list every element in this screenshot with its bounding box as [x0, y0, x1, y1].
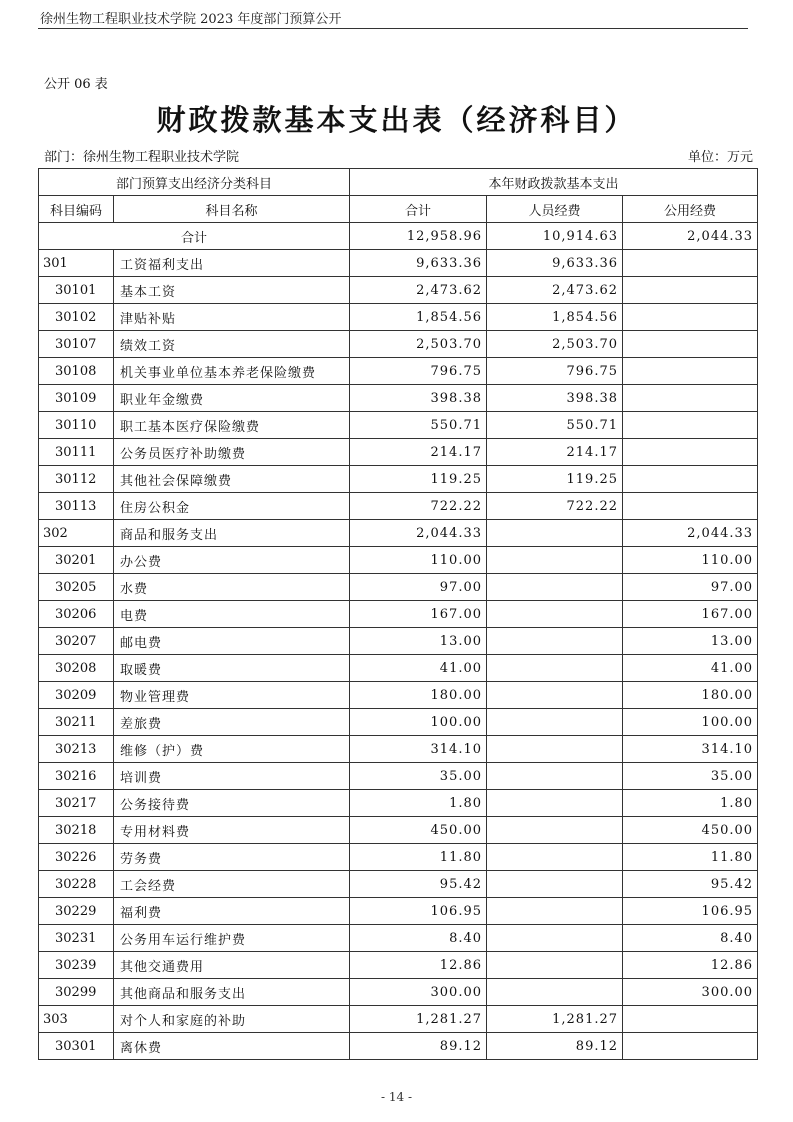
budget-table — [38, 168, 758, 1060]
cell-public: 314.10 — [623, 736, 758, 763]
cell-code: 30208 — [39, 655, 114, 682]
cell-name: 物业管理费 — [114, 682, 350, 709]
cell-total: 1,854.56 — [350, 304, 487, 331]
cell-name: 办公费 — [114, 547, 350, 574]
cell-code: 30228 — [39, 871, 114, 898]
total-row — [39, 223, 758, 250]
cell-total: 167.00 — [350, 601, 487, 628]
cell-public: 35.00 — [623, 763, 758, 790]
cell-code: 30229 — [39, 898, 114, 925]
table-row — [39, 736, 758, 763]
department-label: 部门：徐州生物工程职业技术学院 — [44, 150, 240, 165]
cell-name: 离休费 — [114, 1033, 350, 1060]
cell-personnel: 1,854.56 — [487, 304, 623, 331]
table-row — [39, 790, 758, 817]
table-row — [39, 439, 758, 466]
cell-personnel — [487, 547, 623, 574]
table-row — [39, 547, 758, 574]
cell-public — [623, 1033, 758, 1060]
cell-total: 214.17 — [350, 439, 487, 466]
cell-code: 30216 — [39, 763, 114, 790]
cell-name: 工资福利支出 — [114, 250, 350, 277]
cell-personnel — [487, 952, 623, 979]
cell-public: 1.80 — [623, 790, 758, 817]
cell-name: 维修（护）费 — [114, 736, 350, 763]
cell-public: 2,044.33 — [623, 520, 758, 547]
column-header-code: 科目编码 — [39, 196, 114, 223]
cell-personnel — [487, 601, 623, 628]
cell-personnel: 2,473.62 — [487, 277, 623, 304]
cell-total: 110.00 — [350, 547, 487, 574]
cell-public — [623, 385, 758, 412]
cell-personnel — [487, 979, 623, 1006]
cell-code: 30101 — [39, 277, 114, 304]
cell-code: 30239 — [39, 952, 114, 979]
cell-personnel — [487, 790, 623, 817]
cell-code: 30206 — [39, 601, 114, 628]
cell-name: 其他交通费用 — [114, 952, 350, 979]
cell-public: 12.86 — [623, 952, 758, 979]
table-row — [39, 277, 758, 304]
cell-public: 106.95 — [623, 898, 758, 925]
cell-name: 专用材料费 — [114, 817, 350, 844]
cell-personnel — [487, 736, 623, 763]
cell-name: 机关事业单位基本养老保险缴费 — [114, 358, 350, 385]
cell-public: 300.00 — [623, 979, 758, 1006]
cell-public — [623, 493, 758, 520]
cell-code: 30301 — [39, 1033, 114, 1060]
table-row — [39, 1006, 758, 1033]
cell-name: 其他社会保障缴费 — [114, 466, 350, 493]
table-row — [39, 304, 758, 331]
cell-public: 110.00 — [623, 547, 758, 574]
table-row — [39, 844, 758, 871]
cell-code: 30299 — [39, 979, 114, 1006]
cell-name: 水费 — [114, 574, 350, 601]
cell-name: 电费 — [114, 601, 350, 628]
cell-total: 450.00 — [350, 817, 487, 844]
cell-personnel — [487, 628, 623, 655]
cell-total: 95.42 — [350, 871, 487, 898]
cell-code: 30102 — [39, 304, 114, 331]
cell-total: 35.00 — [350, 763, 487, 790]
cell-total: 119.25 — [350, 466, 487, 493]
cell-personnel: 722.22 — [487, 493, 623, 520]
cell-personnel: 119.25 — [487, 466, 623, 493]
cell-personnel — [487, 844, 623, 871]
cell-total: 2,044.33 — [350, 520, 487, 547]
cell-personnel: 9,633.36 — [487, 250, 623, 277]
column-header-personnel: 人员经费 — [487, 196, 623, 223]
group-header-basic-expenditure: 本年财政拨款基本支出 — [350, 169, 758, 196]
cell-total: 180.00 — [350, 682, 487, 709]
cell-code: 30217 — [39, 790, 114, 817]
cell-public — [623, 250, 758, 277]
table-row — [39, 574, 758, 601]
total-amount: 12,958.96 — [350, 223, 487, 250]
cell-personnel: 550.71 — [487, 412, 623, 439]
cell-total: 2,503.70 — [350, 331, 487, 358]
cell-total: 8.40 — [350, 925, 487, 952]
cell-code: 30213 — [39, 736, 114, 763]
cell-total: 1,281.27 — [350, 1006, 487, 1033]
table-row — [39, 250, 758, 277]
table-row — [39, 655, 758, 682]
header-rule — [38, 28, 748, 29]
page-number: - 14 - — [380, 1090, 412, 1104]
cell-public: 8.40 — [623, 925, 758, 952]
cell-code: 30110 — [39, 412, 114, 439]
cell-code: 30107 — [39, 331, 114, 358]
cell-name: 职业年金缴费 — [114, 385, 350, 412]
cell-code: 30218 — [39, 817, 114, 844]
table-row — [39, 709, 758, 736]
cell-code: 30109 — [39, 385, 114, 412]
cell-total: 13.00 — [350, 628, 487, 655]
cell-public — [623, 331, 758, 358]
cell-personnel — [487, 763, 623, 790]
cell-code: 30205 — [39, 574, 114, 601]
table-row — [39, 871, 758, 898]
cell-total: 106.95 — [350, 898, 487, 925]
table-row — [39, 601, 758, 628]
cell-personnel — [487, 817, 623, 844]
cell-code: 301 — [39, 250, 114, 277]
column-header-row — [39, 196, 758, 223]
table-row — [39, 358, 758, 385]
cell-public — [623, 1006, 758, 1033]
cell-code: 30226 — [39, 844, 114, 871]
cell-personnel: 1,281.27 — [487, 1006, 623, 1033]
column-header-total: 合计 — [350, 196, 487, 223]
cell-public: 13.00 — [623, 628, 758, 655]
cell-total: 1.80 — [350, 790, 487, 817]
cell-total: 300.00 — [350, 979, 487, 1006]
total-label: 合计 — [39, 223, 350, 250]
cell-code: 30108 — [39, 358, 114, 385]
cell-name: 差旅费 — [114, 709, 350, 736]
cell-personnel — [487, 520, 623, 547]
table-row — [39, 763, 758, 790]
column-header-public: 公用经费 — [623, 196, 758, 223]
group-header-row — [39, 169, 758, 196]
cell-total: 11.80 — [350, 844, 487, 871]
cell-name: 邮电费 — [114, 628, 350, 655]
cell-total: 41.00 — [350, 655, 487, 682]
cell-public: 450.00 — [623, 817, 758, 844]
cell-name: 职工基本医疗保险缴费 — [114, 412, 350, 439]
cell-code: 30112 — [39, 466, 114, 493]
cell-name: 工会经费 — [114, 871, 350, 898]
cell-public: 11.80 — [623, 844, 758, 871]
cell-public: 167.00 — [623, 601, 758, 628]
cell-code: 30111 — [39, 439, 114, 466]
cell-total: 722.22 — [350, 493, 487, 520]
cell-total: 12.86 — [350, 952, 487, 979]
cell-name: 对个人和家庭的补助 — [114, 1006, 350, 1033]
table-code: 公开 06 表 — [44, 77, 108, 92]
table-row — [39, 520, 758, 547]
cell-total: 89.12 — [350, 1033, 487, 1060]
cell-personnel — [487, 655, 623, 682]
cell-public: 41.00 — [623, 655, 758, 682]
cell-public — [623, 277, 758, 304]
cell-name: 其他商品和服务支出 — [114, 979, 350, 1006]
cell-public: 180.00 — [623, 682, 758, 709]
cell-personnel: 2,503.70 — [487, 331, 623, 358]
group-header-classification: 部门预算支出经济分类科目 — [39, 169, 350, 196]
cell-name: 商品和服务支出 — [114, 520, 350, 547]
cell-public — [623, 358, 758, 385]
cell-personnel: 796.75 — [487, 358, 623, 385]
cell-name: 取暖费 — [114, 655, 350, 682]
cell-personnel — [487, 925, 623, 952]
table-row — [39, 385, 758, 412]
cell-public: 95.42 — [623, 871, 758, 898]
table-row — [39, 493, 758, 520]
table-row — [39, 1033, 758, 1060]
cell-public — [623, 439, 758, 466]
table-row — [39, 898, 758, 925]
cell-personnel — [487, 574, 623, 601]
cell-personnel: 398.38 — [487, 385, 623, 412]
cell-public — [623, 466, 758, 493]
cell-name: 公务用车运行维护费 — [114, 925, 350, 952]
table-row — [39, 979, 758, 1006]
cell-total: 2,473.62 — [350, 277, 487, 304]
table-row — [39, 331, 758, 358]
table-row — [39, 952, 758, 979]
cell-code: 30231 — [39, 925, 114, 952]
cell-public — [623, 304, 758, 331]
cell-public: 100.00 — [623, 709, 758, 736]
cell-code: 303 — [39, 1006, 114, 1033]
cell-name: 基本工资 — [114, 277, 350, 304]
running-header: 徐州生物工程职业技术学院 2023 年度部门预算公开 — [40, 12, 342, 27]
cell-code: 30211 — [39, 709, 114, 736]
table-row — [39, 466, 758, 493]
cell-public: 97.00 — [623, 574, 758, 601]
cell-total: 314.10 — [350, 736, 487, 763]
page-title: 财政拨款基本支出表（经济科目） — [156, 103, 637, 137]
cell-total: 796.75 — [350, 358, 487, 385]
cell-total: 550.71 — [350, 412, 487, 439]
cell-personnel: 89.12 — [487, 1033, 623, 1060]
cell-total: 9,633.36 — [350, 250, 487, 277]
table-row — [39, 925, 758, 952]
cell-personnel — [487, 871, 623, 898]
cell-name: 津贴补贴 — [114, 304, 350, 331]
cell-name: 福利费 — [114, 898, 350, 925]
cell-personnel — [487, 682, 623, 709]
table-row — [39, 628, 758, 655]
total-personnel: 10,914.63 — [487, 223, 623, 250]
total-public: 2,044.33 — [623, 223, 758, 250]
cell-personnel — [487, 709, 623, 736]
cell-total: 398.38 — [350, 385, 487, 412]
cell-code: 30207 — [39, 628, 114, 655]
cell-name: 培训费 — [114, 763, 350, 790]
cell-name: 绩效工资 — [114, 331, 350, 358]
unit-label: 单位：万元 — [687, 150, 753, 165]
cell-code: 30209 — [39, 682, 114, 709]
cell-code: 30201 — [39, 547, 114, 574]
table-row — [39, 817, 758, 844]
cell-name: 劳务费 — [114, 844, 350, 871]
cell-total: 100.00 — [350, 709, 487, 736]
cell-public — [623, 412, 758, 439]
cell-name: 公务员医疗补助缴费 — [114, 439, 350, 466]
cell-name: 公务接待费 — [114, 790, 350, 817]
cell-personnel: 214.17 — [487, 439, 623, 466]
table-row — [39, 412, 758, 439]
column-header-name: 科目名称 — [114, 196, 350, 223]
cell-total: 97.00 — [350, 574, 487, 601]
cell-personnel — [487, 898, 623, 925]
table-row — [39, 682, 758, 709]
cell-code: 30113 — [39, 493, 114, 520]
cell-code: 302 — [39, 520, 114, 547]
cell-name: 住房公积金 — [114, 493, 350, 520]
